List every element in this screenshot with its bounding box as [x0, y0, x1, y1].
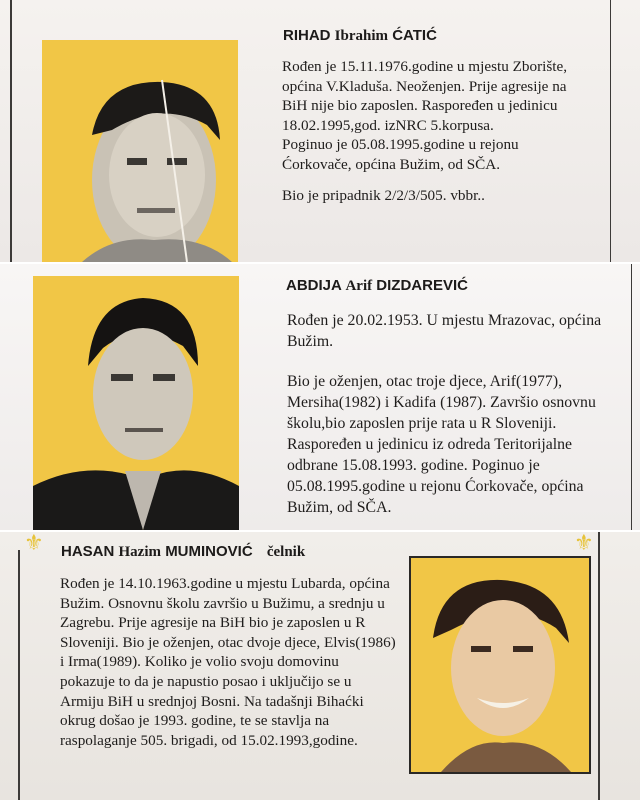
birth-paragraph: Rođen je 15.11.1976.godine u mjestu Zborište, općina V.Kladuša. Neoženjen. Prije agresije na BiH nije bio zaposlen. Raspoređen u jedinicu 18.02.1995,god. izNRC 5.korpusa. [282, 58, 568, 134]
entry-biography [287, 310, 615, 518]
page-border-left [10, 0, 12, 262]
page-border-right [598, 532, 600, 800]
page-border-right [631, 264, 632, 530]
entry-biography [282, 57, 580, 206]
entry-name: HASAN Hazim MUMINOVIĆ čelnik [61, 543, 306, 560]
portrait-photo [409, 556, 591, 774]
fleur-de-lis-ornament: ⚜ [24, 532, 44, 555]
portrait-photo [33, 276, 239, 530]
memorial-entry-dizdarevic [0, 264, 640, 530]
unit-paragraph: Bio je pripadnik 2/2/3/505. vbbr.. [282, 187, 485, 204]
entry-name: RIHAD Ibrahim ĆATIĆ [283, 27, 437, 44]
page-border-left [18, 550, 20, 800]
memorial-entry-catic [0, 0, 640, 262]
portrait-photo [42, 40, 238, 262]
page-border-right [610, 0, 611, 262]
fleur-de-lis-ornament: ⚜ [574, 532, 594, 555]
entry-name: ABDIJA Arif DIZDAREVIĆ [286, 277, 468, 294]
death-paragraph: Poginuo je 05.08.1995.godine u rejonu Ćorkovače, općina Bužim, od SČA. [282, 136, 519, 173]
birth-paragraph: Rođen je 20.02.1953. U mjestu Mrazovac, općina Bužim. [287, 312, 602, 350]
memorial-entry-muminovic [0, 532, 640, 800]
family-paragraph: Bio je oženjen, otac troje djece, Arif(1977), Mersiha(1982) i Kadifa (1987). Završio osnovnu školu,bio zaposlen prije rata u R Sloveniji. Raspoređen u jedinicu iz odreda Teritorijalne odbrane 15.08.1993. godine. Poginuo je 05.08.1995.godine u rejonu Ćorkovače, općina Bužim, od SČA. [287, 373, 596, 516]
entry-biography [60, 574, 396, 750]
rank-label: čelnik [266, 544, 306, 560]
biography-paragraph: Rođen je 14.10.1963.godine u mjestu Lubarda, općina Bužim. Osnovnu školu završio u Bužimu, a srednju u Zagrebu. Prije agresije na BiH bio je zaposlen u R Sloveniji. Bio je oženjen, otac dvoje djece, Elvis(1986) i Irma(1989). Koliko je volio svoju domovinu pokazuje to da je napustio posao i uključijo se u Armiju BiH u srednjoj Bosni. Na tadašnji Bihaćki okrug došao je 1993. godine, te se stavlja na raspolaganje 505. brigadi, od 15.02.1993,godine. [60, 575, 396, 749]
